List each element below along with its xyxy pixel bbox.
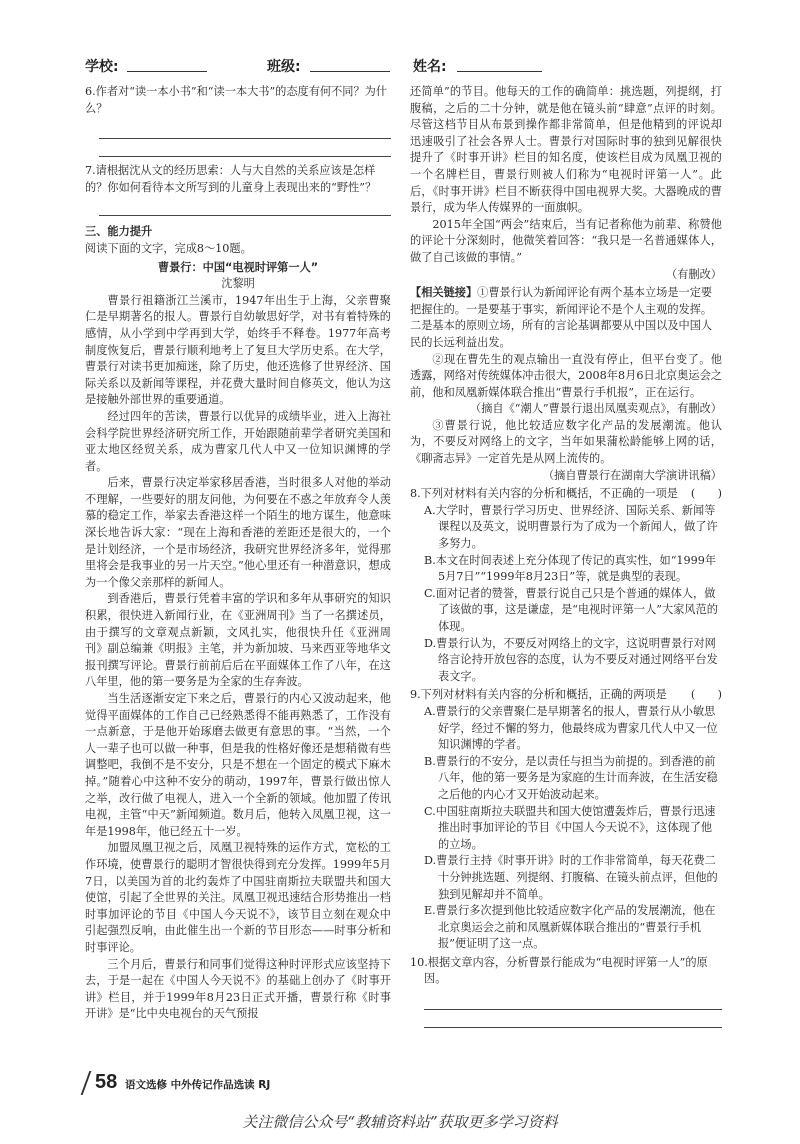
school-blank[interactable]	[127, 57, 207, 72]
info-header	[85, 50, 725, 80]
paragraph: 到香港后，曹景行凭着丰富的学识和多年从事研究的知识积累，很快进入新闻行业，在《亚洲周刊》当了一名撰述员，由于撰写的文章观点新颖，文风扎实，他很快升任《亚洲周刊》副总编兼《明报》主笔，并为新加坡、马来西亚等地华文报刊撰写评论。曹景行前前后后在平面媒体工作了八年，在这八年里，他的第一要务是为全家的生存奔波。	[85, 592, 391, 689]
instruction: 阅读下面的文字，完成8～10题。	[85, 241, 252, 255]
source-note: （有删改）	[666, 267, 722, 281]
paragraph: 还简单”的节目。他每天的工作的确简单：挑选题，列提纲，打腹稿，之后的二十分钟，就是他在镜头前“肆意”点评的时刻。尽管这档节目从布景到操作都非常简单，但是他精到的评说却迅速吸引了社会各界人士。曹景行对国际时事的独到见解很快提升了《时事开讲》栏目的知名度，使该栏目成为凤凰卫视的一个名牌栏目，曹景行则被人们称为“电视时评第一人”。此后，《时事开讲》栏目不断获得中国电视界大奖。大器晚成的曹景行，成为华人传媒界的一面旗帜。	[410, 85, 722, 215]
paragraph: 经过四年的苦读，曹景行以优异的成绩毕业，进入上海社会科学院世界经济研究所工作，开始跟随前辈学者研究美国和亚太地区经贸关系，成为曹家几代人中又一位知识渊博的学者。	[85, 409, 391, 473]
class-label: 班级:	[267, 59, 301, 75]
answer-paren[interactable]: ( )	[690, 487, 722, 501]
source-note: （摘自曹景行在湖南大学演讲讯稿）	[542, 468, 722, 482]
related-link-2: ②现在曹先生的观点输出一直没有停止，但平台变了。他透露，网络对传统媒体冲击很大，2008年8月6日北京奥运会之前，他和凤凰新媒体联合推出“曹景行手机报”，正在运行。	[410, 352, 722, 399]
answer-paren[interactable]: ( )	[690, 688, 722, 702]
question-7: 7.请根据沈从文的经历思索：人与大自然的关系应该是怎样的？你如何看待本文所写到的儿童身上表现出来的“野性”？	[85, 164, 377, 194]
question-10: 10.根据文章内容，分析曹景行能成为“电视时评第一人”的原因。	[410, 955, 708, 986]
question-9: 9.下列对材料有关内容的分析和概括，正确的两项是 ( )	[410, 687, 722, 704]
answer-line[interactable]	[99, 139, 391, 157]
related-link-3: ③曹景行说，他比较适应数字化产品的发展潮流。他认为，不要反对网络上的文字，当年如果蒲松龄能够上网的话，《聊斋志异》一定首先是从网上流传的。	[410, 418, 722, 466]
left-column	[85, 84, 391, 1023]
option-a: A.大学时，曹景行学习历史、世界经济、国际关系、新闻等课程以及英文，说明曹景行为了成为一个新闻人，做了许多努力。	[424, 503, 718, 551]
promo-banner: 关注微信公众号“教辅资料站”获取更多学习资料	[242, 1113, 558, 1131]
answer-line[interactable]	[424, 1010, 722, 1028]
article-author: 沈黎明	[221, 277, 255, 291]
name-label: 姓名:	[413, 59, 447, 75]
paragraph: 当生活逐渐安定下来之后，曹景行的内心又波动起来，他觉得平面媒体的工作自己已经熟悉得不能再熟悉了，工作没有一点新意，于是他开始琢磨去做更有意思的事。“当然，一个人一辈子也可以做一种事，但是我的性格好像还是想稍微有些调整吧，我倒不是不安分，只是不想在一个固定的模式下麻木掉。”随着心中这种不安分的萌动，1997年，曹景行做出惊人之举，改行做了电视人，进入一个全新的领域。他加盟了传讯电视，主管“中天”新闻频道。数月后，他转入凤凰卫视，这一年是1998年，他已经五十一岁。	[85, 692, 391, 838]
section-heading: 三、能力提升	[85, 225, 153, 239]
class-blank[interactable]	[310, 57, 390, 72]
option-e: E.曹景行多次提到他比较适应数字化产品的发展潮流，他在北京奥运会之前和凤凰新媒体联合推出的“曹景行手机报”便证明了这一点。	[424, 904, 716, 951]
paragraph: 后来，曹景行决定举家移居香港，当时很多人对他的举动不理解，一些要好的朋友问他，为何要在不惑之年放弃令人羡慕的稳定工作，举家去香港这样一个陌生的地方谋生，他意味深长地告诉大家：“现在上海和香港的差距还是很大的，一个是计划经济，一个是市场经济，我研究世界经济多年，觉得那里将会是我事业的另一片天空。”他心里还有一种潜意识，想成为一个像父亲那样的新闻人。	[85, 476, 391, 589]
option-b: B.本文在时间表述上充分体现了传记的真实性，如“1999年5月7日”“1999年8月23日”等，就是典型的表现。	[424, 553, 717, 584]
option-b: B.曹景行的不安分，是以责任与担当为前提的。到香港的前八年，他的第一要务是为家庭的生计而奔波，在生活安稳之后他的内心才又开始波动起来。	[424, 754, 718, 801]
answer-line[interactable]	[99, 121, 391, 139]
right-column	[410, 84, 722, 1028]
footer-slash	[81, 1071, 92, 1095]
paragraph: 2015年全国“两会”结束后，当有记者称他为前辈、称赞他的评论十分深刻时，他微笑着回答：“我只是一名普通媒体人，做了自己该做的事情。”	[410, 217, 722, 264]
option-c: C.中国驻南斯拉夫联盟共和国大使馆遭轰炸后，曹景行迅速推出时事加评论的节目《中国人今天说不》，这体现了他的立场。	[424, 804, 716, 851]
book-title: 语文选修 中外传记作品选读 RJ	[125, 1079, 271, 1091]
article-title: 曹景行：中国“电视时评第一人”	[157, 260, 319, 274]
question-8: 8.下列对材料有关内容的分析和概括，不正确的一项是 ( )	[410, 486, 722, 503]
related-links-tag: 【相关链接】	[410, 286, 478, 300]
answer-line[interactable]	[424, 992, 722, 1010]
paragraph: 曹景行祖籍浙江兰溪市，1947年出生于上海，父亲曹聚仁是早期著名的报人。曹景行自幼敏思好学，对书有着特殊的感情，从小学到中学再到大学，始终手不释卷。1977年高考制度恢复后，曹景行顺利地考上了复旦大学历史系。在大学，曹景行对读书更加痴迷，除了历史，他还选修了世界经济、国际关系以及新闻等课程，并花费大量时间自修英文，他认为这是接触外部世界的重要通道。	[85, 293, 391, 407]
option-c: C.面对记者的赞誉，曹景行说自己只是个普通的媒体人，做了该做的事，这是谦虚，是“电视时评第一人”大家风范的体现。	[424, 586, 718, 633]
page-number: 58	[95, 1071, 118, 1093]
answer-line[interactable]	[99, 198, 391, 216]
source-note: （摘自《“潮人”曹景行退出凤凰卖观点》，有删改）	[470, 402, 722, 416]
name-blank[interactable]	[457, 57, 542, 72]
question-6: 6.作者对“读一本小书”和“读一本大书”的态度有何不同？为什么？	[85, 85, 388, 115]
paragraph: 三个月后，曹景行和同事们觉得这种时评形式应该坚持下去，于是一起在《中国人今天说不》的基础上创办了《时事开讲》栏目，并于1999年8月23日正式开播，曹景行称《时事开讲》是“比中央电视台的天气预报	[85, 957, 391, 1021]
related-link-1: ①曹景行认为新闻评论有两个基本立场是一定要把握住的。一是要基于事实，新闻评论不是个人主观的发挥。二是基本的原则立场，所有的言论基调都要从中国以及中国人民的长远利益出发。	[410, 286, 713, 349]
page-footer	[85, 1071, 725, 1095]
school-label: 学校:	[85, 59, 119, 75]
option-a: A.曹景行的父亲曹聚仁是早期著名的报人，曹景行从小敏思好学，经过不懈的努力，他最终成为曹家几代人中又一位知识渊博的学者。	[424, 704, 718, 752]
paragraph: 加盟凤凰卫视之后，凤凰卫视特殊的运作方式，宽松的工作环境，使曹景行的聪明才智很快得到充分发挥。1999年5月7日，以美国为首的北约轰炸了中国驻南斯拉夫联盟共和国大使馆，引起了全世界的关注。凤凰卫视迅速结合形势推出一档时事加评论的节目《中国人今天说不》，该节目立刻在观众中引起强烈反响，由此催生出一个新的节目形态——时事分析和时事评论。	[85, 841, 391, 954]
option-d: D.曹景行主持《时事开讲》时的工作非常简单，每天花费二十分钟挑选题、列提纲、打腹稿、在镜头前点评，但他的独到见解却并不简单。	[424, 854, 718, 901]
option-d: D.曹景行认为，不要反对网络上的文字，这说明曹景行对网络言论持开放包容的态度，认为不要反对通过网络平台发表文字。	[424, 636, 718, 683]
